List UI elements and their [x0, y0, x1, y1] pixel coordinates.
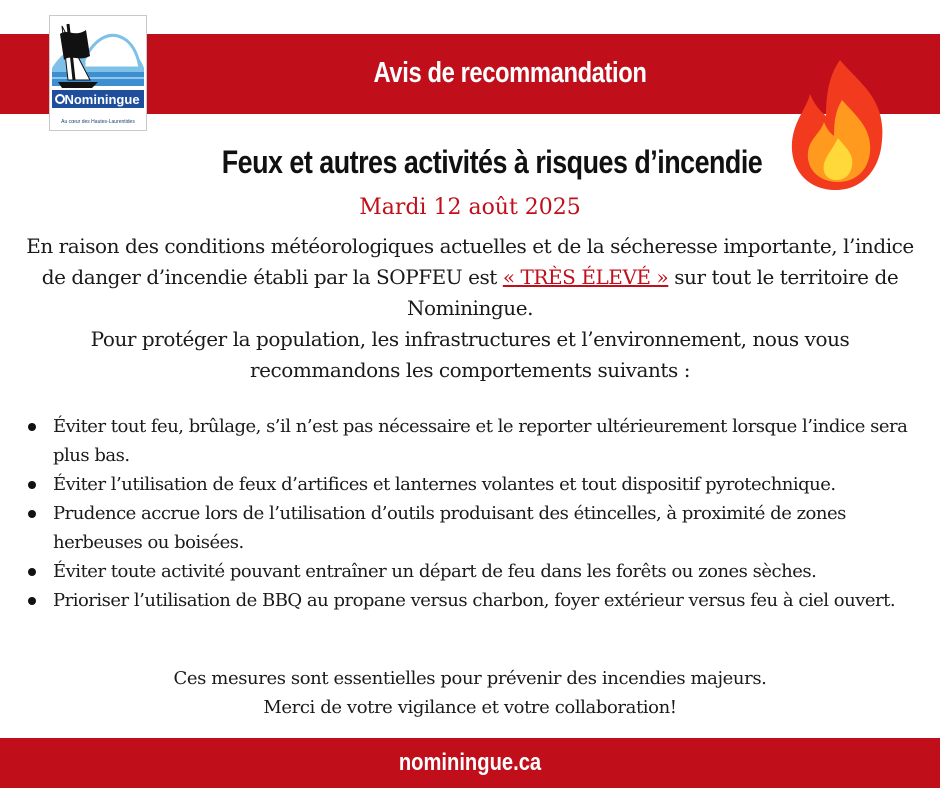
notice-date: Mardi 12 août 2025 [359, 195, 581, 220]
list-item: Éviter l’utilisation de feux d’artifices et lanternes volantes et tout dispositif pyrotechnique. [24, 470, 924, 499]
danger-level-link[interactable]: « TRÈS ÉLEVÉ » [502, 265, 669, 289]
list-item: Prudence accrue lors de l’utilisation d’outils produisant des étincelles, à proximité de zones herbeuses ou boisées. [24, 499, 924, 557]
footer-banner [0, 738, 940, 788]
intro-text [14, 231, 926, 386]
bullet-icon [28, 597, 36, 605]
bullet-icon [28, 510, 36, 518]
list-item: Éviter tout feu, brûlage, s’il n’est pas nécessaire et le reporter ultérieurement lorsque l’indice sera plus bas. [24, 412, 924, 470]
notice-heading: Feux et autres activités à risques d’incendie [221, 144, 763, 180]
list-item: Éviter toute activité pouvant entraîner un départ de feu dans les forêts ou zones sèches. [24, 557, 924, 586]
list-item: Prioriser l’utilisation de BBQ au propane versus charbon, foyer extérieur versus feu à ciel ouvert. [24, 586, 924, 615]
nominingue-logo [49, 15, 147, 131]
bullet-icon [28, 568, 36, 576]
website-link[interactable]: nominingue.ca [398, 749, 542, 776]
logo-emblem-icon [50, 16, 146, 120]
intro-text-end: sur tout le territoire de Nominingue. [407, 265, 899, 320]
bullet-icon [28, 423, 36, 431]
closing-message [0, 664, 940, 722]
logo-tagline: Au cœur des Hautes-Laurentides [61, 119, 135, 125]
closing-line-1: Ces mesures sont essentielles pour prévenir des incendies majeurs. [173, 668, 767, 689]
intro-paragraph-2: Pour protéger la population, les infrastructures et l’environnement, nous vous recommandons les comportements suivants : [90, 327, 850, 382]
svg-text:Nominingue: Nominingue [64, 92, 140, 107]
bullet-icon [28, 481, 36, 489]
intro-text-start: En raison des conditions météorologiques actuelles et de la sécheresse importante, l’indice de danger d’incendie établi par la SOPFEU est [26, 234, 914, 289]
page-banner-title: Avis de recommandation [373, 57, 647, 89]
closing-line-2: Merci de votre vigilance et votre collaboration! [263, 697, 677, 718]
recommendations-list [24, 412, 924, 615]
